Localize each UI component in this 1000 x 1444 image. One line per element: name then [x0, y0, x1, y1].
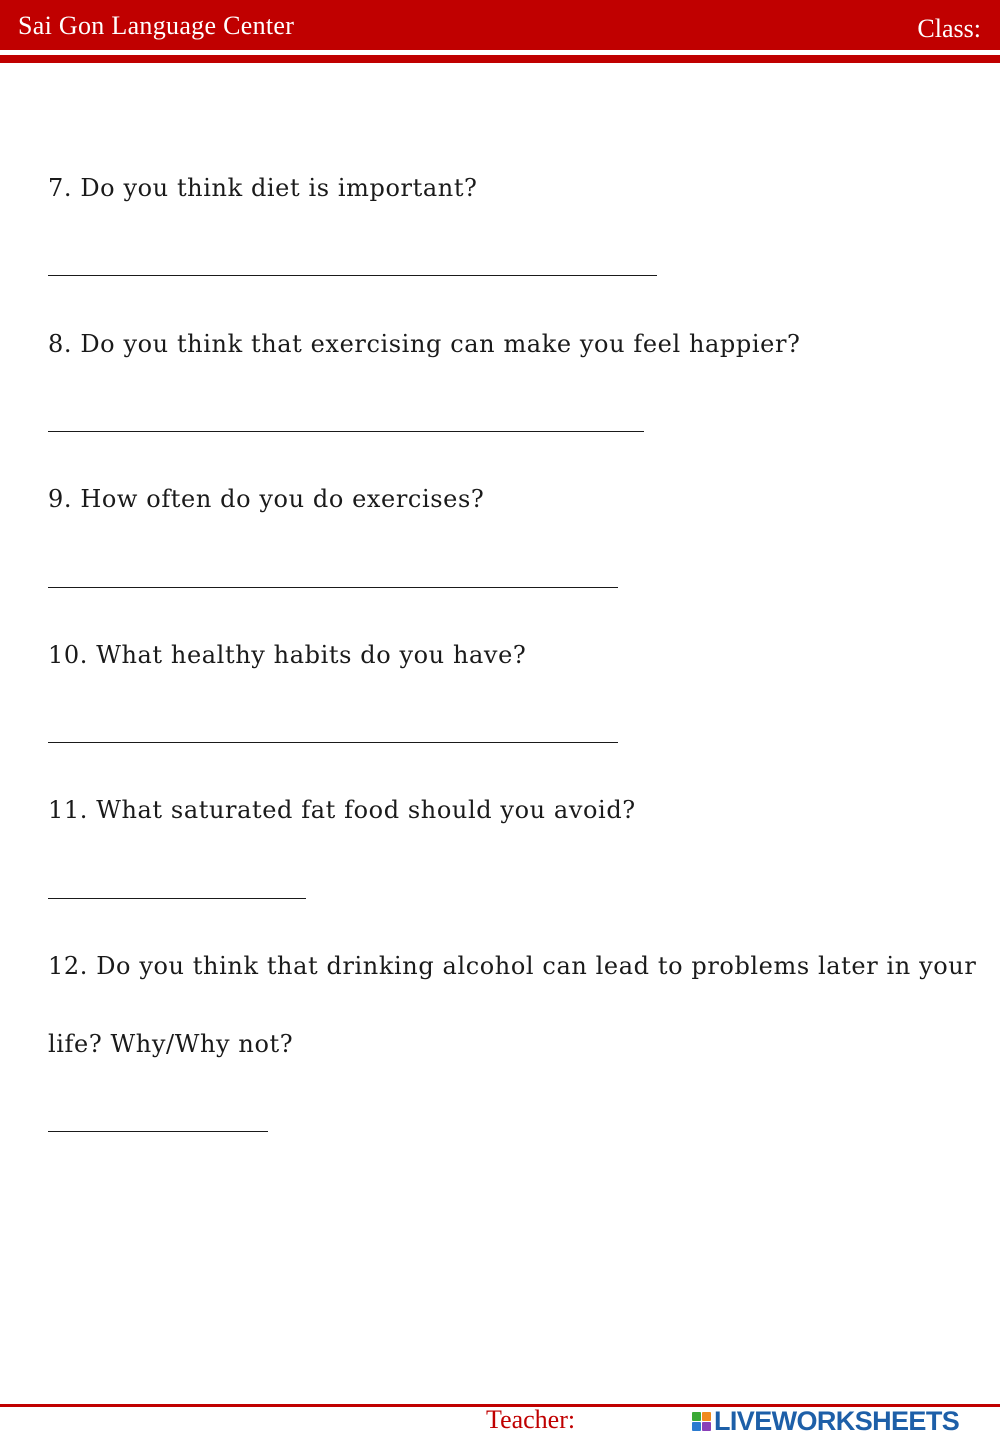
question-8: 8. Do you think that exercising can make you feel happier? [48, 330, 801, 358]
question-9: 9. How often do you do exercises? [48, 485, 485, 513]
answer-line-10[interactable] [48, 742, 618, 743]
center-name: Sai Gon Language Center [18, 11, 295, 40]
question-12: 12. Do you think that drinking alcohol can lead to problems later in your life? Why/Why not? [48, 952, 977, 1058]
answer-line-11[interactable] [48, 898, 306, 899]
question-7: 7. Do you think diet is important? [48, 174, 478, 202]
answer-line-9[interactable] [48, 587, 618, 588]
question-11: 11. What saturated fat food should you avoid? [48, 796, 636, 824]
header-divider [0, 55, 1000, 63]
question-10: 10. What healthy habits do you have? [48, 641, 527, 669]
brand-name: LIVEWORKSHEETS [714, 1406, 960, 1436]
class-label: Class: [917, 14, 981, 43]
answer-line-7[interactable] [48, 275, 657, 276]
answer-line-12[interactable] [48, 1131, 268, 1132]
liveworksheets-brand [692, 1407, 959, 1435]
answer-line-8[interactable] [48, 431, 644, 432]
liveworksheets-logo-icon [692, 1412, 711, 1431]
teacher-label: Teacher: [486, 1405, 576, 1434]
